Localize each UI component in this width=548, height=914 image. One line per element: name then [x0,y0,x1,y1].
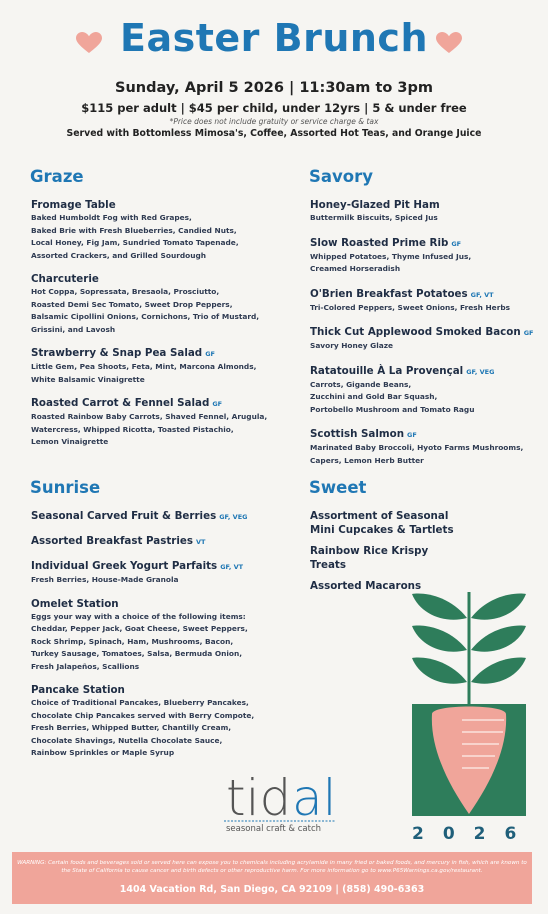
served-with: Served with Bottomless Mimosa's, Coffee, Assorted Hot Teas, and Orange Juice [66,128,482,139]
menu-item [310,509,460,537]
menu-item-description: Chocolate Shavings, Nutella Chocolate Sauce, [31,735,223,745]
menu-item-name-text: Slow Roasted Prime Rib [310,236,449,249]
event-date-time: Sunday, April 5 2026 | 11:30am to 3pm [115,80,433,96]
menu-item [310,427,540,467]
menu-item [31,683,291,760]
menu-item-name [31,534,291,549]
svg-text:al: al [292,769,337,827]
dietary-tag: GF [523,329,534,337]
sunrise-menu [31,509,291,770]
menu-item-description: Carrots, Gigande Beans, [310,379,412,389]
year: 2026 [412,824,536,844]
price-note: *Price does not include gratuity or service charge & tax [169,117,379,126]
menu-item-description: Baked Humboldt Fog with Red Grapes, [31,213,192,222]
menu-item-description: Roasted Rainbow Baby Carrots, Shaved Fennel, Arugula, [31,412,268,421]
dietary-tag: GF, VEG [219,513,248,521]
section-title-savory: Savory [309,167,374,186]
menu-item-description: Turkey Sausage, Tomatoes, Salsa, Bermuda Onion, [31,649,243,658]
menu-item-description: Rainbow Sprinkles or Maple Syrup [31,748,175,757]
menu-item-description: Capers, Lemon Herb Butter [310,455,424,465]
menu-item-description: Assorted Crackers, and Grilled Sourdough [31,250,207,260]
section-title-sweet: Sweet [309,478,367,497]
menu-item-name [310,427,540,442]
menu-item-description: Zucchini and Gold Bar Squash, [310,392,438,401]
section-title-graze: Graze [30,167,84,186]
menu-item-name [310,509,460,537]
menu-item-description: Buttermilk Biscuits, Spiced Jus [310,213,438,222]
menu-item-name-text: Seasonal Carved Fruit & Berries [31,510,217,522]
menu-item-name-text: Assorted Breakfast Pastries [31,535,193,547]
menu-item-name [31,346,291,361]
menu-item [310,544,460,572]
menu-item-name-text: Roasted Carrot & Fennel Salad [31,397,210,409]
dietary-tag: GF, VEG [466,367,495,376]
menu-item-description: Watercress, Whipped Ricotta, Toasted Pistachio, [31,424,234,434]
menu-item-name [31,683,291,697]
menu-item-name-text: Strawberry & Snap Pea Salad [31,347,203,359]
menu-item [31,534,291,549]
dietary-tag: GF, VT [470,290,494,299]
menu-item-name [31,396,291,411]
menu-item-name-text: Fromage Table [31,199,116,211]
dietary-tag: GF [205,350,215,358]
dietary-tag: GF [407,431,417,439]
savory-menu [310,198,540,478]
menu-item-name [310,287,540,302]
menu-item-description: Little Gem, Pea Shoots, Feta, Mint, Marcona Almonds, [31,362,257,371]
menu-item-name-text: Individual Greek Yogurt Parfaits [31,560,218,572]
menu-item-name-text: Ratatouille À La Provençal [310,364,464,377]
menu-item-description: Portobello Mushroom and Tomato Ragu [310,404,475,414]
menu-item-description: Whipped Potatoes, Thyme Infused Jus, [310,251,472,261]
menu-item-description: Savory Honey Glaze [310,341,394,350]
menu-item [310,236,540,276]
menu-item-name-text: Honey-Glazed Pit Ham [310,199,440,211]
menu-item-name [310,236,540,251]
menu-item [31,396,291,449]
menu-item-name [31,597,291,611]
menu-item [310,287,540,315]
menu-item [31,559,291,587]
menu-item-name [310,325,540,340]
dietary-tag: VT [196,538,206,546]
menu-item-description: Lemon Vinaigrette [31,437,109,446]
menu-item-description: Fresh Berries, Whipped Butter, Chantilly Cream, [31,723,232,732]
menu-item-name-text: Omelet Station [31,597,119,610]
section-title-sunrise: Sunrise [30,478,101,497]
footer-banner [12,852,532,904]
menu-item-name-text: Pancake Station [31,684,125,696]
menu-item [310,198,540,225]
menu-item [31,509,291,524]
menu-item-description: Eggs your way with a choice of the following items: [31,611,246,621]
menu-item-name [31,559,291,574]
carrot-illustration [410,588,528,820]
menu-item [31,597,291,674]
svg-text:seasonal craft & catch: seasonal craft & catch [226,824,322,834]
menu-item-name-text: Assorted Macarons [310,580,422,592]
menu-item [31,272,291,336]
menu-item-description: Grissini, and Lavosh [31,324,116,334]
menu-item-name [310,544,460,572]
dietary-tag: GF [451,239,462,248]
menu-item-description: Tri-Colored Peppers, Sweet Onions, Fresh Herbs [310,302,511,312]
pricing: $115 per adult | $45 per child, under 12yrs | 5 & under free [81,101,467,115]
graze-menu [31,198,291,459]
dietary-tag: GF [212,400,223,408]
menu-item-name-text: Assortment of Seasonal Mini Cupcakes & Tartlets [310,510,454,536]
menu-item [310,364,540,417]
menu-item-name [31,509,291,524]
menu-item-description: Marinated Baby Broccoli, Hyoto Farms Mushrooms, [310,443,524,452]
prop65-warning: WARNING: Certain foods and beverages sold or served here can expose you to chemicals including acrylamide in many fried or baked foods, and mercury in fish, which are known to the State of California to cause cancer and birth defects or other reproductive harm. For more information go to www.P65Warnings.ca.gov/restaurant. [17,860,527,874]
heart-icon-right [436,32,462,54]
menu-item-name [310,198,540,212]
menu-item-name [31,198,291,212]
menu-item-description: Balsamic Cipollini Onions, Cornichons, Trio of Mustard, [31,312,260,321]
menu-item [310,325,540,353]
menu-item-description: Fresh Jalapeños, Scallions [31,661,140,671]
menu-item-description: Choice of Traditional Pancakes, Blueberry Pancakes, [31,698,249,707]
menu-item-name-text: O'Brien Breakfast Potatoes [310,287,468,300]
menu-item-name-text: Charcuterie [31,273,99,285]
menu-item-name-text: Thick Cut Applewood Smoked Bacon [310,326,521,338]
menu-item-description: Hot Coppa, Sopressata, Bresaola, Prosciutto, [31,287,220,296]
menu-item-description: Fresh Berries, House-Made Granola [31,575,179,584]
menu-item-name [31,272,291,286]
menu-item-description: Creamed Horseradish [310,264,401,273]
menu-item-description: White Balsamic Vinaigrette [31,374,145,384]
dietary-tag: GF, VT [220,563,244,571]
page-title: Easter Brunch [119,16,428,60]
menu-item-name-text: Scottish Salmon [310,428,405,440]
menu-item-description: Roasted Demi Sec Tomato, Sweet Drop Peppers, [31,299,233,309]
tidal-logo [222,765,342,840]
menu-item-description: Baked Brie with Fresh Blueberries, Candied Nuts, [31,225,237,235]
menu-item [31,346,291,386]
menu-item-description: Rock Shrimp, Spinach, Ham, Mushrooms, Bacon, [31,636,234,646]
menu-item-description: Chocolate Chip Pancakes served with Berry Compote, [31,710,255,720]
menu-item [31,198,291,262]
svg-text:tid: tid [226,769,292,827]
menu-item-description: Cheddar, Pepper Jack, Goat Cheese, Sweet Peppers, [31,624,248,633]
address-phone: 1404 Vacation Rd, San Diego, CA 92109 | (858) 490-6363 [119,884,425,895]
menu-item-description: Local Honey, Fig Jam, Sundried Tomato Tapenade, [31,238,239,247]
menu-item-name [310,364,540,379]
sweet-menu [310,509,460,600]
menu-item-name-text: Rainbow Rice Krispy Treats [310,545,429,571]
